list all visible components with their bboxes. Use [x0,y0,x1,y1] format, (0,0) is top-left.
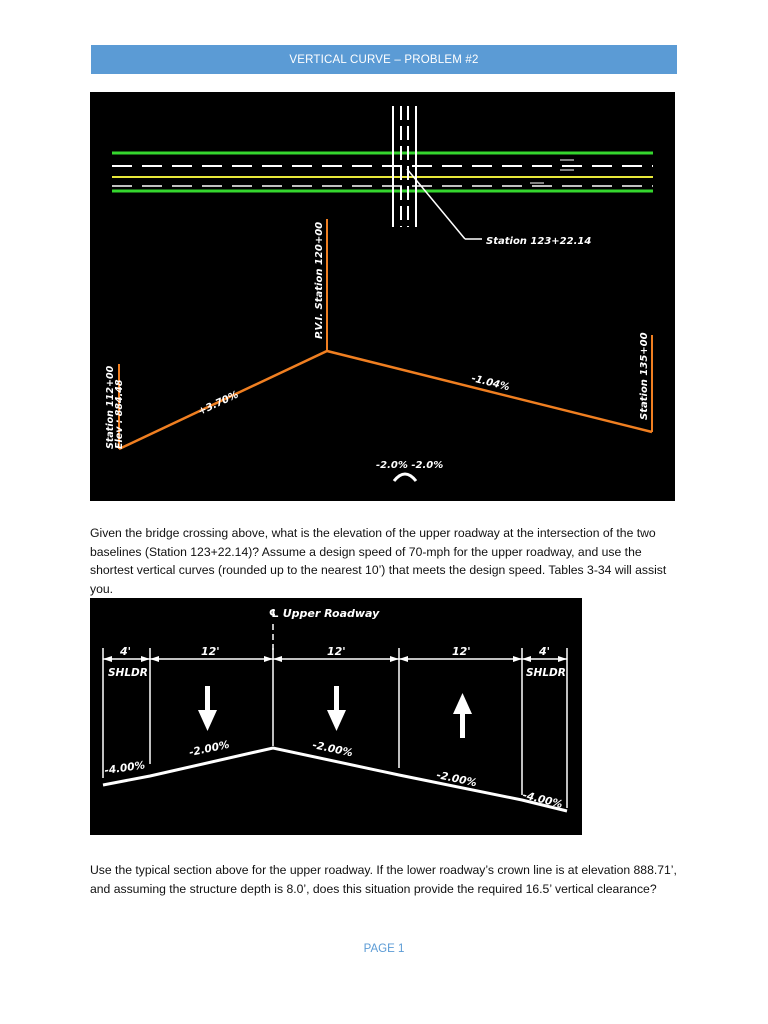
page-number: PAGE 1 [363,943,405,955]
slope-lane-2: -2.00% [311,739,354,760]
typical-section-figure [90,598,582,835]
cross-slope-line [103,748,567,811]
start-elevation-label: Elev : 884.48 [114,379,125,449]
width-lane-2: 12' [327,645,346,658]
traffic-arrows [198,686,472,738]
end-station-label: Station 135+00 [639,332,650,420]
header-title: VERTICAL CURVE – PROBLEM #2 [289,53,479,66]
slope-lane-1: -2.00% [188,738,231,759]
width-shoulder-left: 4' [120,645,132,658]
extension-lines [103,648,567,808]
profile-drawing [90,92,675,501]
grade-out-label: -1.04% [470,373,511,394]
start-station-label: Station 112+00 [105,365,116,449]
profile-figure [90,92,675,501]
pvi-label: P.V.I. Station 120+00 [314,221,325,339]
width-shoulder-right: 4' [539,645,551,658]
crown-symbol [394,474,416,481]
station-label: Station 123+22.14 [486,236,592,247]
page-footer [0,943,768,955]
lane-arrows [530,160,574,183]
slope-shoulder-right: -4.00% [521,789,564,811]
grade-in-label: +3.70% [196,389,241,418]
width-lane-3: 12' [452,645,471,658]
crown-slope-label: -2.0% -2.0% [376,460,444,471]
question-paragraph-1: Given the bridge crossing above, what is the elevation of the upper roadway at the intersection of the two baselines (Station 123+22.14)? Assume a design speed of 70-mph for the upper roadway, and use the shortest vertical curves (rounded up to the nearest 10’) that meets the design speed. Tables 3-34 will assist you. [90,526,667,596]
slope-shoulder-left: -4.00% [103,759,146,777]
shoulder-label-right: SHLDR [526,667,566,679]
question-paragraph-2: Use the typical section above for the upper roadway. If the lower roadway’s crown line is at elevation 888.71’, and assuming the structure depth is 8.0’, does this situation provide the required 16.5’ vertical clearance? [90,863,677,896]
typical-section-drawing [90,598,582,835]
width-lane-1: 12' [201,645,220,658]
slope-lane-3: -2.00% [435,769,478,790]
page-header [91,45,677,74]
profile-grade-line [119,351,652,449]
shoulder-label-left: SHLDR [108,667,148,679]
section-title: ℄ Upper Roadway [269,607,380,620]
